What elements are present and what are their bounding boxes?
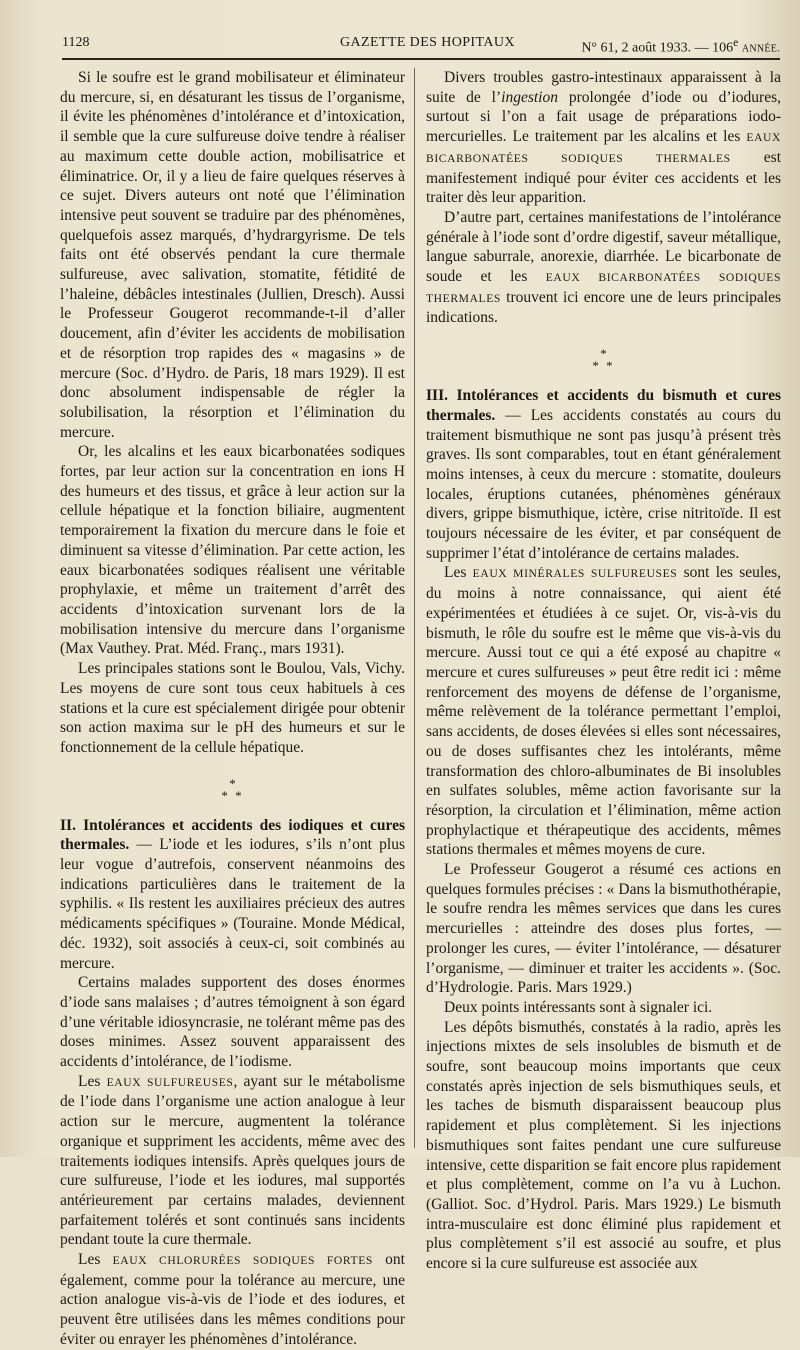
text-run: est manifestement indiqué pour éviter ces accidents et les traiter dès leur apparition. [426, 148, 782, 207]
paragraph [426, 68, 781, 208]
text-run: ont également, comme pour la tolérance au mercure, une action analogue vis-à-vis de l’iode et des iodures, et peuvent être utilisées dans les mêmes conditions pour éviter ou enrayer les phénomènes d’intolérance. [60, 1251, 405, 1348]
text-run: Divers troubles gastro-intestinaux apparaissent à la suite de l’ [426, 69, 781, 106]
small-caps-term: EAUX CHLORURÉES SODIQUES FORTES [112, 1254, 373, 1268]
separator-star-bottom: * * [592, 358, 615, 374]
text-run: Les [78, 1072, 107, 1090]
right-column [426, 68, 782, 1273]
journal-title: GAZETTE DES HOPITAUX [340, 35, 515, 50]
column-divider [414, 68, 415, 1148]
paragraph [60, 1072, 405, 1250]
section-paragraph [426, 386, 781, 563]
small-caps-term: EAUX MINÉRALES SULFUREUSES [472, 567, 678, 581]
section-heading: III. Intolérances et accidents du bismuth et cures thermales. [426, 387, 781, 424]
small-caps-term: EAUX SULFUREUSES [106, 1075, 234, 1089]
paragraph: Or, les alcalins et les eaux bicarbonatées sodiques fortes, par leur action sur la concentration en ions H des humeurs et des tissus, et grâce à leur action sur la cellule hépatique et la fonction biliaire, augmentent temporairement la fixation du mercure dans le foie et diminuent sa vitesse d’élimination. Par cette action, les eaux bicarbonatées sodiques réalisent une véritable prophylaxie, et même un traitement d’arrêt des accidents d’intoxication survenant lors de la mobilisation intensive du mercure dans l’organisme (Max Vauthey. Prat. Méd. Franç., mars 1931). [60, 443, 405, 658]
section-separator [60, 775, 405, 803]
paragraph: Certains malades supportent des doses énormes d’iode sans malaises ; d’autres témoignent à son égard d’une véritable idiosyncrasie, ne tolérant même pas des doses minimes. Assez souvent apparaissent des accidents d’intolérance, de l’iodisme. [60, 974, 405, 1071]
section-text: — Les accidents constatés au cours du traitement bismuthique ne sont pas jusqu’à présent très graves. Ils sont comparables, tout en étant généralement moins intenses, à ceux du mercure : stomatite, douleurs locales, éruptions cutanées, phénomènes généraux divers, grippe bismuthique, ictère, crise nitritoïde. Il est toujours nécessaire de les éviter, et par conséquent de supprimer l’état d’intolérance de certains malades. [426, 406, 781, 562]
left-column [60, 68, 405, 1348]
text-run: D’autre part, certaines manifestations de l’intolérance générale à l’iode sont d’ordre digestif, saveur métallique, langue saburrale, anorexie, diarrhée. Le bicarbonate de soude et les [426, 208, 781, 286]
paragraph: Deux points intéressants sont à signaler ici. [444, 998, 713, 1016]
issue-date: N° 61, 2 août 1933. — 106 [581, 40, 734, 56]
small-caps-term: EAUX BICARBONATÉES SODIQUES THERMALES [426, 271, 781, 305]
issue-ordinal: e [733, 36, 739, 49]
text-run: trouvent ici encore une de leurs principales indications. [426, 288, 781, 327]
paragraph: Le Professeur Gougerot a résumé ces actions en quelques formules précises : « Dans la bismuthothérapie, le soufre rendra les mêmes services que dans les cures mercurielles : atteindre des doses plus fortes, — prolonger les cures, — éviter l’intolérance, — désaturer l’organisme, — diminuer et traiter les accidents ». (Soc. d’Hydrologie. Paris. Mars 1929.) [426, 861, 781, 997]
separator-star-bottom: * * [221, 787, 244, 803]
issue-info [581, 32, 780, 61]
paragraph: Les dépôts bismuthés, constatés à la radio, après les injections mixtes de sels insolubles de bismuth et de soufre, sont beaucoup moins importants que ceux constatés après injection de sels bismuthiques seuls, et les taches de bismuth disparaissent beaucoup plus rapidement et plus complètement. Si les injections bismuthiques sont faites pendant une cure sulfureuse intensive, cette disparition se fait encore plus rapidement et plus complètement, comme on l’a vu à Luchon. (Galliot. Soc. d’Hydrol. Paris. Mars 1929.) Le bismuth intra-musculaire est donc éliminé plus rapidement et plus complètement s’il est associé au soufre, et plus encore si la cure sulfureuse est associée aux [426, 1018, 781, 1273]
header-rule [62, 58, 780, 60]
separator-star-top: * [229, 775, 236, 791]
small-caps-term: EAUX BICARBONATÉES SODIQUES THERMALES [426, 131, 781, 165]
italic-term: ingestion [501, 88, 558, 106]
page-header [62, 32, 780, 54]
page-number: 1128 [62, 35, 90, 50]
text-run: Les [444, 564, 473, 582]
section-paragraph [60, 816, 405, 974]
paragraph [60, 1250, 405, 1350]
text-run: , ayant sur le métabolisme de l’iode dans l’organisme une action analogue à leur action sur le mercure, augmentent la tolérance organique et suppriment les accidents, même avec des traitements iodiques intensifs. Après quelques jours de cure sulfureuse, l’iode et les iodures, mal supportés antérieurement par certains malades, deviennent parfaitement tolérés et sont continués sans incidents pendant toute la cure thermale. [60, 1072, 405, 1249]
section-separator [426, 348, 781, 372]
separator-star-top: * [600, 346, 607, 362]
section-text: — L’iode et les iodures, s’ils n’ont plus leur vogue d’autrefois, conservent néanmoins des indications particulières dans le traitement de la syphilis. « Ils restent les auxiliaires précieux des autres médicaments spécifiques » (Touraine. Monde Médical, déc. 1932), soit associés à ceux-ci, soit combinés au mercure. [60, 836, 405, 972]
issue-year-label: ANNÉE. [741, 43, 780, 55]
text-run: sont les seules, du moins à notre connaissance, qui aient été expérimentées et étudiées à ce sujet. Or, vis-à-vis du bismuth, le rôle du soufre est le même que vis-à-vis du mercure. Aussi tout ce qui a été exposé au chapitre « mercure et cures sulfureuses » peut être redit ici : même renforcement des moyens de défense de l’organisme, même relèvement de la tolérance permettant l’emploi, sans accidents, de doses élevées si elles sont nécessaires, ou de doses suffisantes chez les intolérants, même transformation des chloro-albuminates de Bi insolubles en sulfates solubles, même action favorisante sur la résorption, la circulation et l’élimination, même action prophylactique et thérapeutique des accidents, mêmes stations thermales et mêmes moyens de cure. [426, 564, 781, 859]
paragraph [426, 208, 781, 328]
section-heading: II. Intolérances et accidents des iodiques et cures thermales. [60, 816, 405, 854]
paragraph: Si le soufre est le grand mobilisateur et éliminateur du mercure, si, en désaturant les tissus de l’organisme, il évite les phénomènes d’intolérance et d’intoxication, il semble que la cure sulfureuse doive tendre à réaliser au maximum cette double action, mobilisatrice et éliminatrice. Or, il y a lieu de faire quelques réserves à ce sujet. Divers auteurs ont noté que l’élimination intensive peut souvent se traduire par des phénomènes, quelquefois assez marqués, d’hydrargyrisme. De tels faits ont été observés pendant la cure thermale sulfureuse, avec salivation, stomatite, fétidité de l’haleine, débâcles intestinales (Jullien, Dresch). Aussi le Professeur Gougerot recommande-t-il d’aller doucement, afin d’éviter les accidents de mobilisation et de résorption trop rapides des « magasins » de mercure (Soc. d’Hydro. de Paris, 18 mars 1929). Il est donc absolument indispensable de régler la solubilisation, la résorption et l’élimination du mercure. [60, 69, 405, 441]
paragraph: Les principales stations sont le Boulou, Vals, Vichy. Les moyens de cure sont tous ceux habituels à ces stations et la cure est spécialement dirigée pour obtenir son action maxima sur le pH des humeurs et sur le fonctionnement de la cellule hépatique. [60, 660, 405, 756]
text-run: prolongée d’iode ou d’iodures, surtout si l’on a fait usage de préparations iodo-mercurielles. Le traitement par les alcalins et les [426, 88, 781, 146]
text-run: Les [78, 1251, 113, 1269]
paragraph [426, 563, 781, 860]
